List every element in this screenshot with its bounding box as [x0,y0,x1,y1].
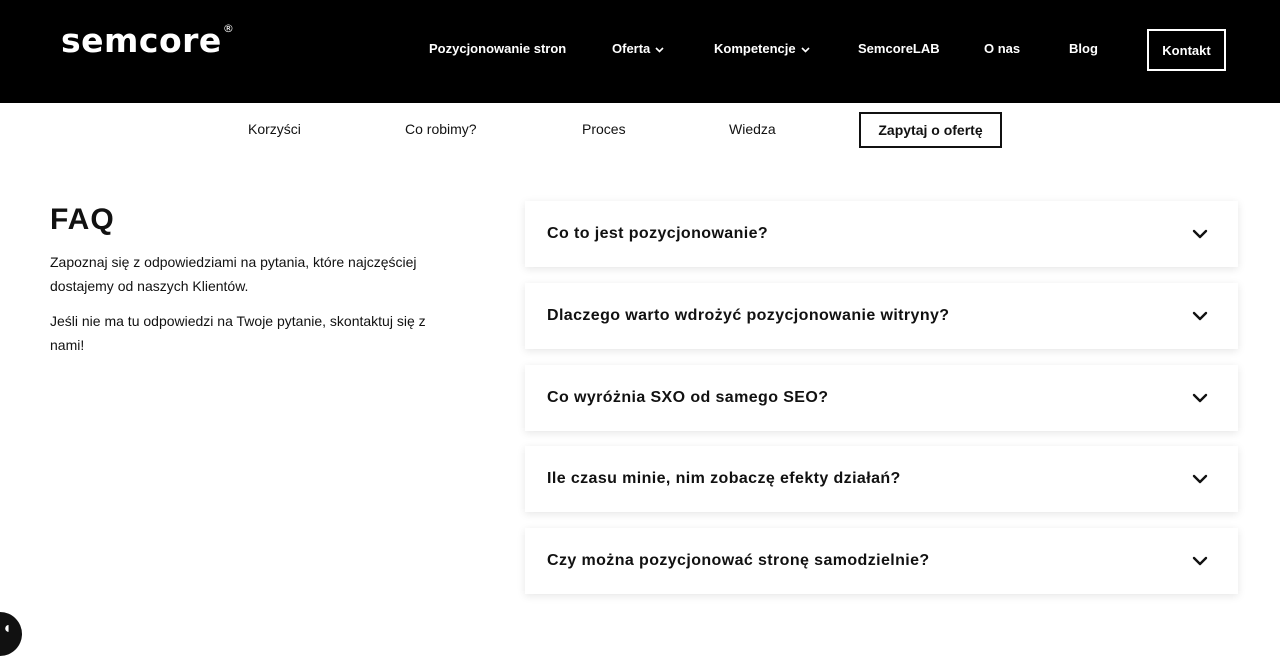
nav-label: SemcoreLAB [858,41,940,56]
faq-question: Co to jest pozycjonowanie? [547,225,769,242]
nav-blog[interactable] [1069,41,1098,57]
widget-glyph: ◖ [2,620,12,637]
chevron-down-icon [1192,390,1208,406]
subnav-co-robimy[interactable]: Co robimy? [405,121,477,137]
nav-semcorelab[interactable] [858,41,940,57]
faq-question: Dlaczego warto wdrożyć pozycjonowanie witryny? [547,307,950,324]
faq-title: FAQ [50,203,115,236]
chevron-down-icon [801,47,810,53]
faq-question: Ile czasu minie, nim zobaczę efekty działań? [547,470,901,487]
faq-item[interactable] [525,201,1238,267]
faq-item[interactable] [525,446,1238,512]
nav-label: Oferta [612,41,651,56]
faq-item[interactable] [525,365,1238,431]
nav-oferta[interactable] [612,41,664,57]
chevron-down-icon [1192,553,1208,569]
subnav-proces[interactable]: Proces [582,121,626,137]
nav-label: Kompetencje [714,41,796,56]
nav-label: Pozycjonowanie stron [429,41,567,56]
faq-contact-text: Jeśli nie ma tu odpowiedzi na Twoje pytanie, skontaktuj się z nami! [50,313,426,353]
logo-text: semcore [61,21,222,60]
nav-label: O nas [984,41,1021,56]
faq-item[interactable] [525,283,1238,349]
faq-question: Czy można pozycjonować stronę samodzielnie? [547,552,930,569]
nav-pozycjonowanie-stron[interactable] [429,41,566,57]
subnav-wiedza[interactable]: Wiedza [729,121,776,137]
chevron-down-icon [1192,471,1208,487]
faq-intro-text: Zapoznaj się z odpowiedziami na pytania, które najczęściej dostajemy od naszych Klientów. [50,254,417,294]
contact-button[interactable]: Kontakt [1147,29,1226,71]
registered-mark: ® [222,22,235,35]
chevron-down-icon [655,47,664,53]
site-header [0,0,1280,103]
chevron-down-icon [1192,308,1208,324]
ask-offer-button[interactable]: Zapytaj o ofertę [859,112,1002,148]
nav-kompetencje[interactable] [714,41,810,57]
chevron-down-icon [1192,226,1208,242]
faq-item[interactable] [525,528,1238,594]
section-subnav [0,103,1280,159]
faq-question: Co wyróżnia SXO od samego SEO? [547,389,829,406]
subnav-korzysci[interactable]: Korzyści [248,121,301,137]
nav-o-nas[interactable] [984,41,1020,57]
nav-label: Blog [1069,41,1098,56]
chat-widget-icon[interactable] [0,612,22,656]
logo[interactable] [61,21,235,60]
